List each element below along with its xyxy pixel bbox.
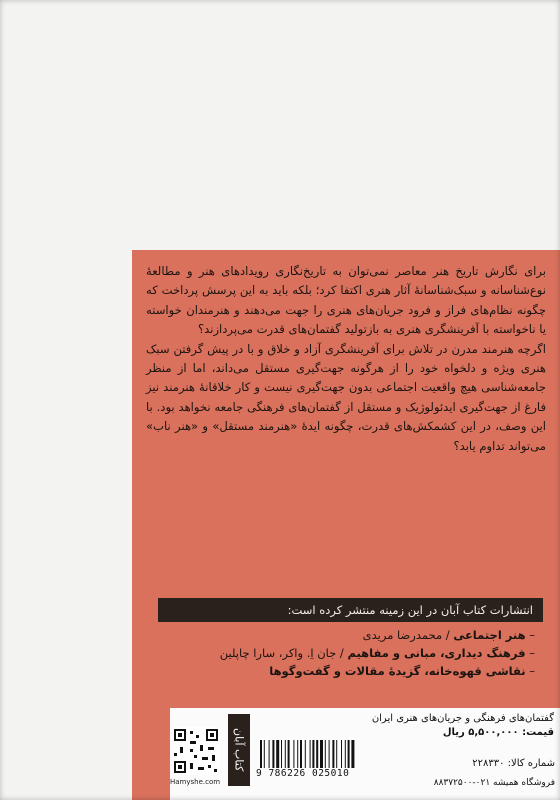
price-label-text: قیمت:	[522, 727, 554, 738]
store-line: فروشگاه همیشه ۰۲۱-۸۸۳۷۲۵۰۰	[433, 778, 555, 788]
book-list	[165, 626, 535, 680]
book-title: هنر اجتماعی	[453, 628, 526, 642]
qr-code-icon	[172, 727, 220, 775]
price-value: ۵,۵۰۰,۰۰۰ ریال	[442, 727, 519, 738]
code-value: ۲۲۸۳۳۰	[472, 758, 505, 769]
barcode-icon	[258, 740, 383, 768]
isbn-number: 9 786226 025010	[256, 768, 350, 779]
blurb-paragraph: اگرچه هنرمند مدرن در تلاش برای آفرینشگری آزاد و خلاق و با در پیش گرفتن سبک هنری ویژه و دلخواه خود را از هرگونه جهت‌گیری مستقل می‌داند، اما از منظر جامعه‌شناسی هیچ واقعیت اجتماعی بدون جهت‌گیری نیست و کار خلاقانهٔ هنرمند نیز فارغ از جهت‌گیری ایدئولوژیک و مستقل از گفتمان‌های فرهنگی جامعه نخواهد بود. با این وصف، در این کشمکش‌های قدرت، چگونه ایدهٔ «هنرمند مستقل» و «هنر ناب» می‌تواند تداوم یابد؟	[146, 341, 546, 453]
product-name: گفتمان‌های فرهنگی و جریان‌های هنری ایران	[371, 713, 554, 724]
book-author: جان اِ. واکر، سارا چاپلین	[219, 646, 337, 660]
product-code	[400, 758, 555, 769]
price-line	[254, 726, 554, 740]
book-item: – هنر اجتماعی / محمدرضا مریدی	[362, 628, 535, 642]
book-title: نقاشی قهوه‌خانه، گزیدهٔ مقالات و گفت‌وگوها	[269, 664, 526, 678]
book-author: محمدرضا مریدی	[362, 628, 443, 642]
code-label: شماره کالا:	[507, 758, 555, 769]
book-title: فرهنگ دیداری، مبانی و مفاهیم	[347, 646, 526, 660]
publisher-banner: انتشارات کتاب آبان در این زمینه منتشر کرده است:	[158, 598, 543, 622]
blurb-paragraph: برای نگارش تاریخ هنر معاصر نمی‌توان به تاریخ‌نگاری رویدادهای هنر و مطالعهٔ نوع‌شناسانه و سبک‌شناسانهٔ آثار هنری اکتفا کرد؛ بلکه باید به این پرسش پرداخت که چگونه نظام‌های فراز و فرود جریان‌های هنری را جهت می‌دهند و هنرمندان خواسته یا ناخواسته با آفرینشگری هنری به بازتولید گفتمان‌های قدرت می‌پردازند؟	[146, 264, 546, 337]
blurb-text	[146, 262, 546, 456]
book-item: – فرهنگ دیداری، مبانی و مفاهیم / جان اِ. واکر، سارا چاپلین	[219, 646, 535, 660]
publisher-logo: کتاب آبان	[228, 714, 250, 786]
book-item: – نقاشی قهوه‌خانه، گزیدهٔ مقالات و گفت‌وگوها	[269, 664, 535, 678]
website: Hamyshe.com	[170, 778, 221, 786]
price-label	[254, 712, 554, 740]
